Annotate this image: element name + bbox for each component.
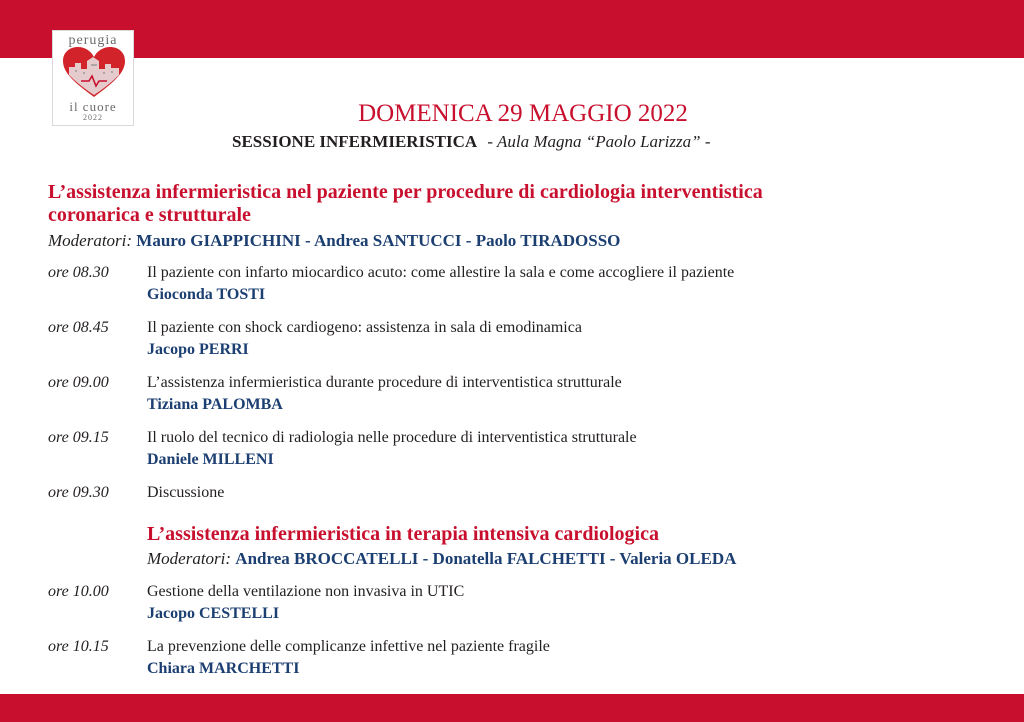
item-speaker: Jacopo PERRI — [147, 341, 249, 358]
section1-title-line2: coronarica e strutturale — [48, 204, 251, 226]
item-time: ore 09.00 — [48, 374, 109, 391]
section1-moderators — [48, 231, 620, 251]
item-time: ore 08.30 — [48, 264, 109, 281]
moderators-names: Andrea BROCCATELLI - Donatella FALCHETTI - Valeria OLEDA — [235, 549, 737, 568]
item-talk: Discussione — [147, 484, 225, 501]
item-time: ore 09.30 — [48, 484, 109, 501]
session-line — [232, 132, 710, 152]
item-speaker: Gioconda TOSTI — [147, 286, 266, 303]
item-time: ore 10.15 — [48, 638, 109, 655]
item-speaker: Jacopo CESTELLI — [147, 605, 280, 622]
session-name: SESSIONE INFERMIERISTICA — [232, 132, 478, 151]
item-time: ore 10.00 — [48, 583, 109, 600]
item-talk: Il paziente con shock cardiogeno: assistenza in sala di emodinamica — [147, 319, 582, 336]
item-talk: Il paziente con infarto miocardico acuto: come allestire la sala e come accogliere il paziente — [147, 264, 735, 281]
section2-moderators — [147, 549, 736, 569]
item-talk: L’assistenza infermieristica durante procedure di interventistica strutturale — [147, 374, 622, 391]
top-red-band — [0, 0, 1024, 58]
heart-city-icon — [61, 45, 127, 101]
session-location: - Aula Magna “Paolo Larizza” - — [487, 132, 711, 151]
bottom-red-band — [0, 694, 1024, 722]
item-talk: La prevenzione delle complicanze infettive nel paziente fragile — [147, 638, 550, 655]
item-speaker: Tiziana PALOMBA — [147, 396, 283, 413]
logo-word-bottom: il cuore — [69, 99, 117, 114]
item-speaker: Daniele MILLENI — [147, 451, 274, 468]
item-talk: Il ruolo del tecnico di radiologia nelle procedure di interventistica strutturale — [147, 429, 637, 446]
section2-title: L’assistenza infermieristica in terapia intensiva cardiologica — [147, 523, 659, 545]
section1-title — [48, 181, 948, 227]
moderators-names: Mauro GIAPPICHINI - Andrea SANTUCCI - Paolo TIRADOSSO — [136, 231, 621, 250]
item-time: ore 08.45 — [48, 319, 109, 336]
item-talk: Gestione della ventilazione non invasiva in UTIC — [147, 583, 465, 600]
moderators-label: Moderatori: — [48, 231, 133, 250]
item-speaker: Chiara MARCHETTI — [147, 660, 300, 677]
item-time: ore 09.15 — [48, 429, 109, 446]
logo-year: 2022 — [83, 113, 103, 122]
event-date: DOMENICA 29 MAGGIO 2022 — [358, 100, 688, 127]
section1-title-line1: L’assistenza infermieristica nel paziente per procedure di cardiologia interventistica — [48, 181, 763, 203]
logo-word-top: perugia — [68, 33, 118, 48]
moderators-label: Moderatori: — [147, 549, 232, 568]
